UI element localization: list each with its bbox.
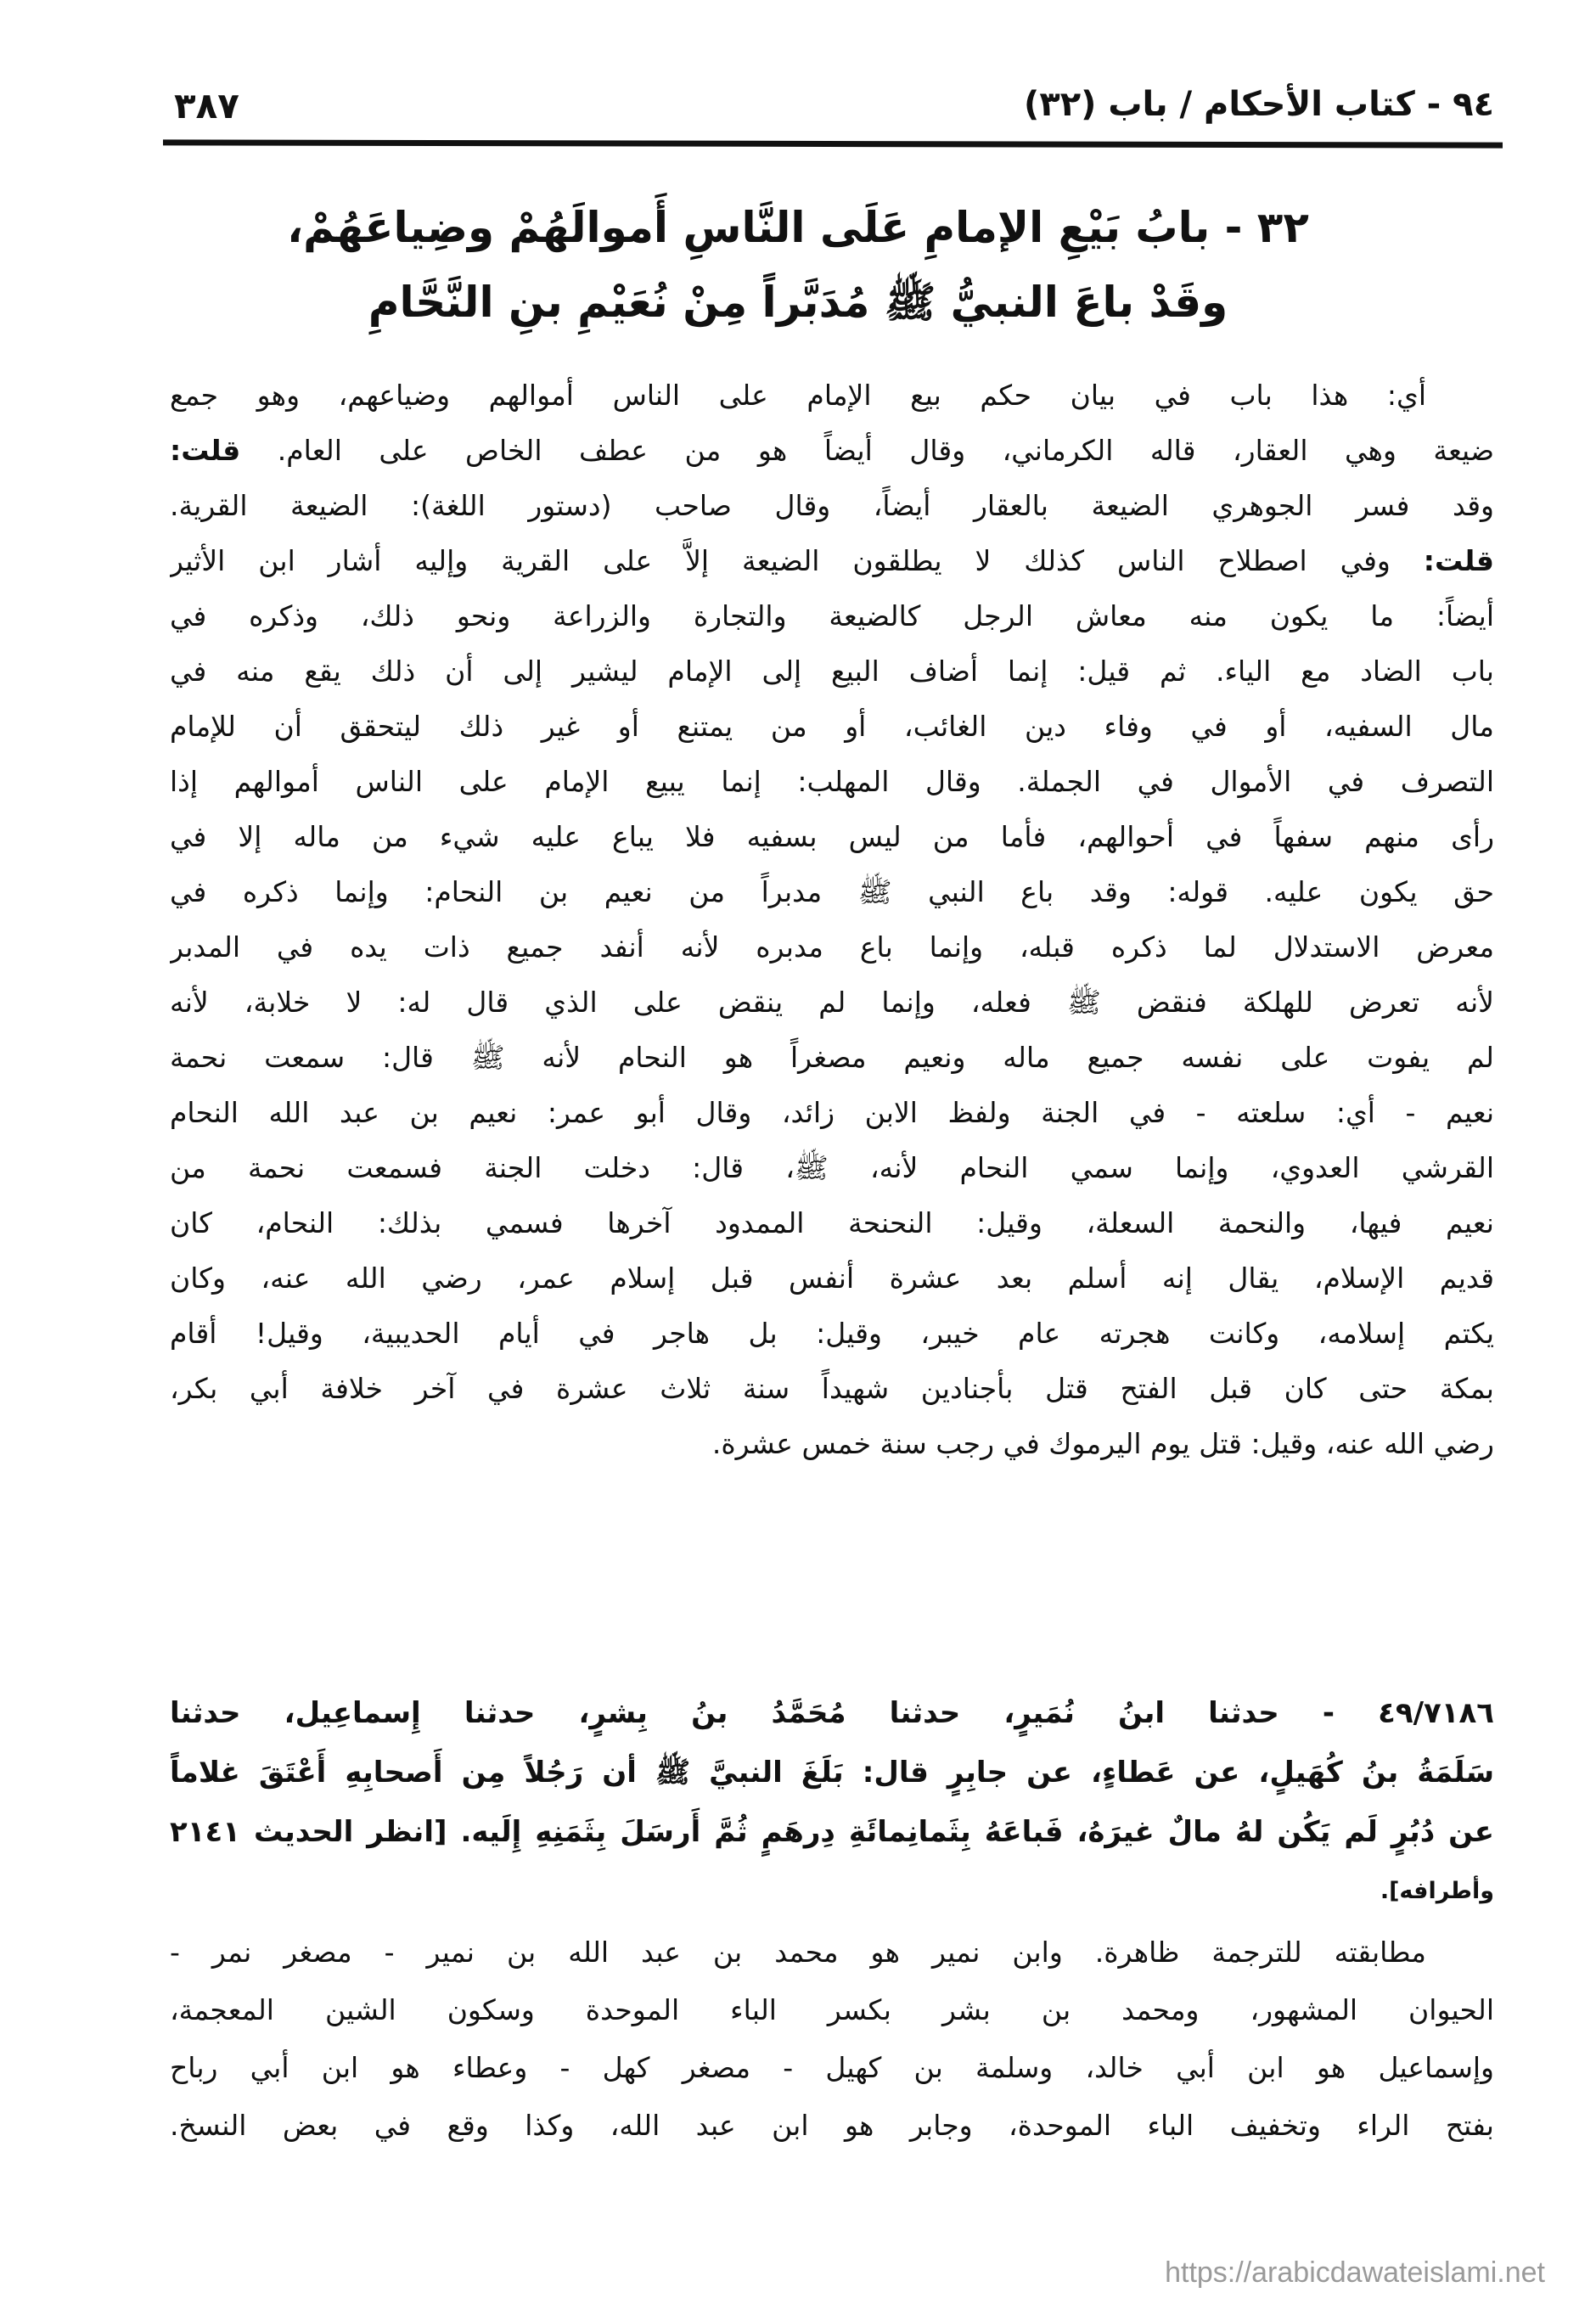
hadith-text [170, 1683, 1494, 1921]
text-segment: رضي الله عنه، وقيل: قتل يوم اليرموك في رجب سنة خمس عشرة. [711, 1427, 1494, 1460]
text-segment: بمكة حتى كان قبل الفتح قتل بأجنادين شهيداً سنة ثلاث عشرة في آخر خلافة أبي بكر، [170, 1372, 1494, 1405]
text-segment: وفي اصطلاح الناس كذلك لا يطلقون الضيعة إلاَّ على القرية وإليه أشار ابن الأثير [170, 544, 1424, 577]
text-segment: مطابقته للترجمة ظاهرة. وابن نمير هو محمد بن عبد الله بن نمير - مصغر نمر - [170, 1936, 1426, 1969]
text-segment: أي: هذا باب في بيان حكم بيع الإمام على الناس أموالهم وضياعهم، وهو جمع [170, 379, 1426, 412]
text-line [170, 1140, 1494, 1195]
text-line [170, 1924, 1494, 1981]
text-line [170, 1250, 1494, 1306]
running-header-chapter: ٩٤ - كتاب الأحكام / باب (٣٢) [1024, 85, 1494, 124]
text-segment: إِسماعِيل، [240, 1696, 464, 1730]
text-segment: نعيم فيها، والنحمة السعلة، وقيل: النحنحة الممدود آخرها فسمي بذلك: النحام، كان [170, 1206, 1494, 1239]
text-segment: يكتم إسلامه، وكانت هجرته عام خيبر، وقيل: بل هاجر في أيام الحديبية، وقيل! أقام [170, 1317, 1494, 1350]
text-line [170, 423, 1494, 478]
bold-text-segment: ٤٩/٧١٨٦ - حدثنا [1208, 1696, 1494, 1730]
text-segment: الحيوان المشهور، ومحمد بن بشر بكسر الباء الموحدة وسكون الشين المعجمة، [170, 1993, 1494, 2026]
text-segment: وأطرافه]. [1380, 1878, 1494, 1904]
text-segment: التصرف في الأموال في الجملة. وقال المهلب: إنما يبيع الإمام على الناس أموالهم إذا [170, 765, 1494, 798]
bold-text-segment: قلت: [1423, 544, 1494, 577]
text-line [170, 1802, 1494, 1862]
text-segment: ضيعة وهي العقار، قاله الكرماني، وقال أيضاً هو من عطف الخاص على العام. [240, 434, 1494, 467]
page-number: ٣٨٧ [174, 85, 239, 126]
text-line [170, 1743, 1494, 1802]
text-segment: مُحَمَّدُ بنُ بِشرٍ، [535, 1696, 890, 1730]
text-line [170, 809, 1494, 864]
text-segment: القرشي العدوي، وإنما سمي النحام لأنه، ﷺ، قال: دخلت الجنة فسمعت نحمة من [170, 1151, 1494, 1184]
text-segment: نعيم - أي: سلعته - في الجنة ولفظ الابن زائد، وقال أبو عمر: نعيم بن عبد الله النحام [170, 1096, 1494, 1129]
watermark-url: https://arabicdawateislami.net [1165, 2256, 1545, 2289]
text-line [170, 975, 1494, 1030]
text-line [170, 2039, 1494, 2097]
text-line [170, 2097, 1494, 2155]
text-line [170, 1306, 1494, 1361]
bold-text-segment: قلت: [170, 434, 241, 467]
hadith-commentary [170, 1924, 1494, 2155]
text-segment: لأنه تعرض للهلكة فنقض ﷺ فعله، وإنما لم ينقض على الذي قال له: لا خلابة، لأنه [170, 986, 1494, 1019]
text-segment: لم يفوت على نفسه جميع ماله ونعيم مصغراً هو النحام لأنه ﷺ قال: سمعت نحمة [170, 1041, 1494, 1074]
text-line [170, 1683, 1494, 1743]
text-line [170, 1862, 1494, 1921]
chapter-title-line-1: ٣٢ - بابُ بَيْعِ الإمامِ عَلَى النَّاسِ أَموالَهُمْ وضِياعَهُمْ، [287, 203, 1309, 252]
text-line [170, 754, 1494, 809]
text-line [170, 643, 1494, 699]
text-line [170, 368, 1494, 423]
text-segment: حق يكون عليه. قوله: وقد باع النبي ﷺ مدبراً من نعيم بن النحام: وإنما ذكره في [170, 875, 1494, 908]
text-segment: أيضاً: ما يكون منه معاش الرجل كالضيعة والتجارة والزراعة ونحو ذلك، وذكره في [170, 599, 1494, 632]
text-segment: سَلَمَةُ بنُ كُهَيلٍ، عن عَطاءٍ، عن جابِرٍ قال: بَلَغَ النبيَّ ﷺ أن رَجُلاً مِن أَصحابِهِ أَعْتَقَ غلاماً [170, 1756, 1494, 1790]
text-segment: بفتح الراء وتخفيف الباء الموحدة، وجابر هو ابن عبد الله، وكذا وقع في بعض النسخ. [170, 2109, 1494, 2142]
chapter-title-line-2: وقَدْ باعَ النبيُّ ﷺ مُدَبَّراً مِنْ نُعَيْمِ بنِ النَّحَّامِ [368, 278, 1228, 327]
text-line [170, 1361, 1494, 1416]
text-segment: وإسماعيل هو ابن أبي خالد، وسلمة بن كهيل - مصغر كهل - وعطاء هو ابن أبي رباح [170, 2051, 1494, 2084]
commentary-body [170, 368, 1494, 1471]
bold-text-segment: حدثنا [170, 1696, 241, 1730]
text-segment: ابنُ نُمَيرٍ، [960, 1696, 1209, 1730]
text-segment: رأى منهم سفهاً في أحوالهم، فأما من ليس بسفيه فلا يباع عليه شيء من ماله إلا في [170, 820, 1494, 853]
text-line [170, 1085, 1494, 1140]
text-line [170, 1981, 1494, 2039]
text-segment: معرض الاستدلال لما ذكره قبله، وإنما باع مدبره لأنه أنفد جميع ذات يده في المدبر [170, 930, 1494, 964]
text-segment: مال السفيه، أو في وفاء دين الغائب، أو من يمتنع أو غير ذلك ليتحقق أن للإمام [170, 710, 1494, 743]
text-line [170, 478, 1494, 533]
bold-text-segment: حدثنا [464, 1696, 536, 1730]
text-segment: باب الضاد مع الياء. ثم قيل: إنما أضاف البيع إلى الإمام ليشير إلى أن ذلك يقع منه في [170, 655, 1494, 688]
text-line [170, 533, 1494, 588]
text-segment: وقد فسر الجوهري الضيعة بالعقار أيضاً، وقال صاحب (دستور اللغة): الضيعة القرية. [170, 489, 1494, 522]
header-rule [163, 139, 1503, 148]
text-segment: قديم الإسلام، يقال إنه أسلم بعد عشرة أنفس قبل إسلام عمر، رضي الله عنه، وكان [170, 1262, 1494, 1295]
text-line [170, 919, 1494, 975]
text-line [170, 1030, 1494, 1085]
text-line [170, 1416, 1494, 1471]
text-line [170, 699, 1494, 754]
text-line [170, 588, 1494, 643]
text-line [170, 1195, 1494, 1250]
text-line [170, 864, 1494, 919]
text-segment: عن دُبُرٍ لَم يَكُن لهُ مالٌ غيرَهُ، فَباعَهُ بِثَمانِمائَةِ دِرهَمٍ ثُمَّ أَرسَلَ بِثَمَنِهِ إِلَيه. [انظر الحديث ٢١٤١ [170, 1815, 1494, 1849]
bold-text-segment: حدثنا [889, 1696, 961, 1730]
